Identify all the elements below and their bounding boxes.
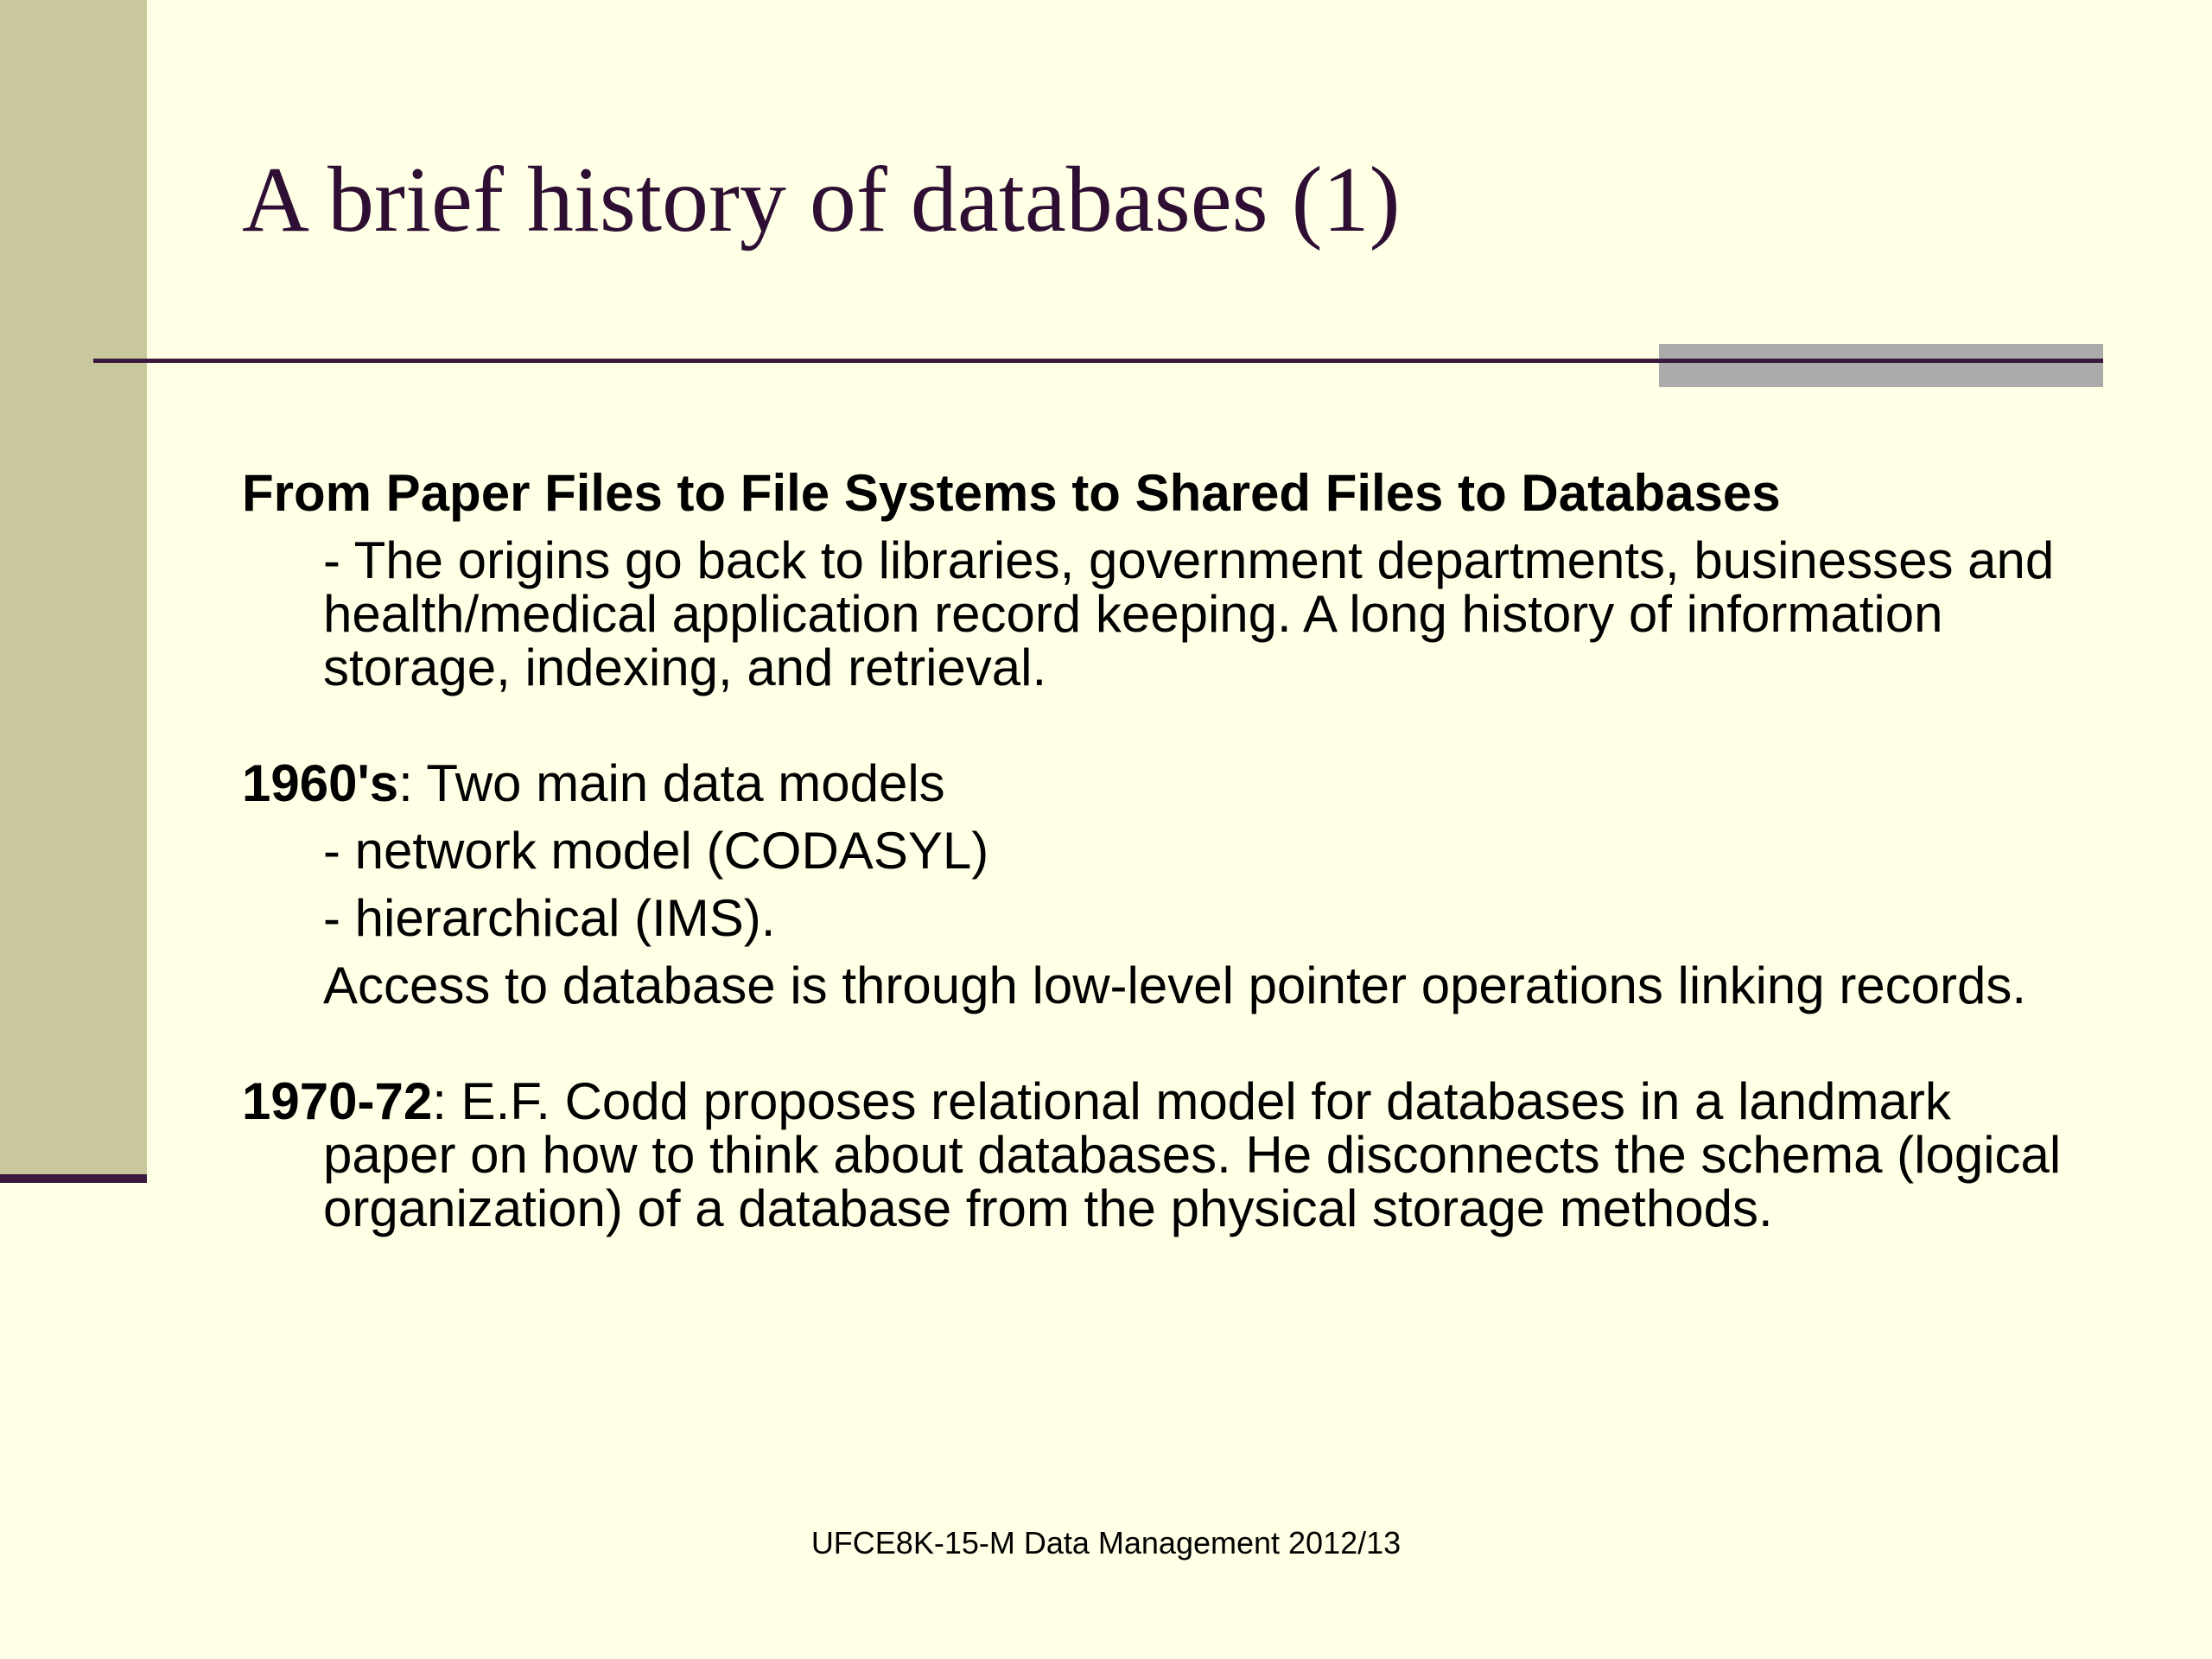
section-heading-text: From Paper Files to File Systems to Shared Files to Databases [242,464,1781,522]
section-paper-files [242,464,2091,696]
slide-body [242,464,2091,1298]
separator: : [432,1072,447,1130]
section-1960s [242,754,2091,1014]
year-label: 1970-72 [242,1072,433,1130]
section-heading [242,754,2091,812]
left-sidebar-bar [0,0,147,1177]
separator: : [398,754,413,812]
section-paragraph [242,1072,2091,1237]
slide-title: A brief history of databases (1) [242,149,1401,251]
section-text: Two main data models [412,754,945,812]
year-label: 1960's [242,754,399,812]
section-heading [242,464,2091,522]
section-note: Access to database is through low-level pointer operations linking records. [323,957,2027,1014]
section-body: - The origins go back to libraries, government departments, businesses and health/medical application record keeping. A long history of information storage, indexing, and retrieval. [323,531,2055,696]
section-1970-72 [242,1072,2091,1237]
left-bar-rule [0,1174,147,1183]
title-divider [93,359,2103,363]
section-text: E.F. Codd proposes relational model for databases in a landmark paper on how to think about databases. He disconnects the schema (logical organization) of a database from the physical storage methods. [323,1072,2062,1237]
list-item: - network model (CODASYL) [323,822,989,880]
list-item: - hierarchical (IMS). [323,889,776,947]
slide-footer: UFCE8K-15-M Data Management 2012/13 [810,1525,1402,1560]
title-accent-block [1659,344,2103,387]
